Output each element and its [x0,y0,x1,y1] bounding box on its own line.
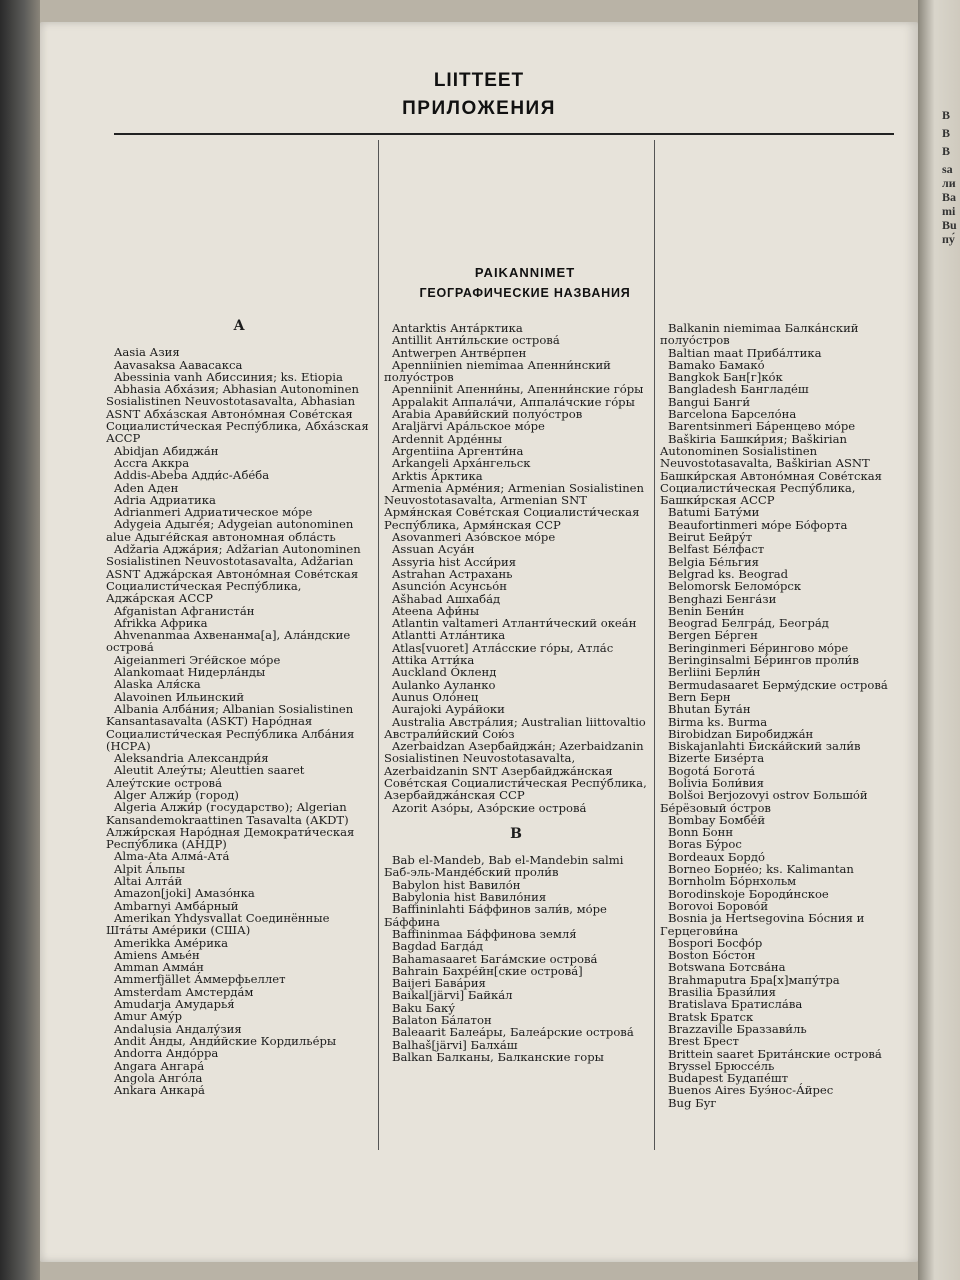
dictionary-entry: Algeria Алжи́р (государство); Algerian Kansandemokraattinen Tasavalta (AKDT) Алжи́рская Наро́дная Демократи́ческая Респу́блика (АНДР) [106,800,355,852]
dictionary-entry: Baku Баку́ [392,1000,456,1015]
dictionary-entry: Azerbaidzan Азербайджа́н; Azerbaidzanin Sosialistinen Neuvostotasavalta, Azerbaidzanin SNT Азербайджа́нская Сове́тская Социалисти́ческая Респу́блика, Азербайджа́нская ССР [384,739,647,803]
header-rule [114,133,894,135]
dictionary-entry: Amazon[joki] Амазо́нка [114,886,255,901]
dictionary-entry: Belgia Бе́льгия [668,554,759,569]
dictionary-entry: Bangkok Бан[г]ко́к [668,370,783,385]
dictionary-entry: Bahrain Бахре́йн[ские острова́] [392,963,583,978]
dictionary-entry: Birobidzan Биробиджа́н [668,726,814,741]
dictionary-entry: Adžaria Аджа́рия; Adžarian Autonominen Sosialistinen Neuvostotasavalta, Adžarian ASNT Аджа́рская Автоно́мная Сове́тская Социалисти́ческая Респу́блика, Аджа́рская АССР [106,542,361,606]
book-spine-edge [0,0,40,1280]
dictionary-entry: Bern Берн [668,689,731,704]
dictionary-entry: Belomorsk Беломо́рск [668,579,802,594]
dictionary-entry: Amman Амма́н [114,960,204,975]
dictionary-entry: Aden Аден [114,480,179,495]
dictionary-entry: Berliini Берли́н [668,665,761,680]
dictionary-entry: Amerikan Yhdysvallat Соединённые Шта́ты Аме́рики (США) [106,910,330,938]
dictionary-entry: Borovoi Борово́й [668,898,769,913]
dictionary-entry: Adrianmeri Адриатическое мо́ре [114,505,313,520]
column-two [384,322,648,1063]
next-page-fragment: Bu [942,218,957,232]
dictionary-entry: Bornholm Бо́рнхольм [668,874,797,889]
dictionary-entry: Ateena Афи́ны [392,603,480,618]
dictionary-entry: Bug Буг [668,1095,717,1110]
dictionary-entry: Aleksandria Александри́я [114,751,269,766]
dictionary-entry: Abidjan Абиджа́н [114,443,219,458]
dictionary-entry: Barcelona Барсело́на [668,407,797,422]
dictionary-entry: Belfast Бе́лфаст [668,542,765,557]
dictionary-entry: Bangladesh Бангладе́ш [668,382,809,397]
dictionary-entry: Abessinia vanh Абиссиния; ks. Etiopia [114,369,343,384]
dictionary-entry: Afganistan Афганиста́н [114,603,255,618]
dictionary-entry: Appalakit Аппала́чи, Аппала́чские го́ры [392,394,635,409]
next-page-fragment: Ba [942,190,957,204]
dictionary-entry: Beringinmeri Бе́рингово мо́ре [668,640,849,655]
dictionary-entry: Alger Алжи́р (город) [114,787,239,802]
next-page-fragment: B [942,126,951,140]
dictionary-entry: Asovanmeri Азо́вское мо́ре [392,530,556,545]
dictionary-entry: Beringinsalmi Бе́рингов проли́в [668,653,859,668]
dictionary-entry: Balhaš[järvi] Балха́ш [392,1037,518,1052]
dictionary-entry: Australia Австра́лия; Australian liittovaltio Австрали́йский Сою́з [384,714,646,741]
dictionary-entry: Atlantin valtameri Атланти́ческий океа́н [392,616,637,631]
dictionary-entry: Andorra Андо́рра [114,1046,219,1061]
next-page-fragment: mi [942,204,956,218]
dictionary-entry: Bhutan Бута́н [668,702,751,717]
dictionary-entry: Bolivia Боли́вия [668,775,764,790]
dictionary-entry: Baškiria Башки́рия; Baškirian Autonominen Sosialistinen Neuvostotasavalta, Baškirian ASNT Башки́рская Автоно́мная Сове́тская Социалисти́ческая Респу́блика, Башки́рская АССР [660,431,882,508]
dictionary-entry: Addis-Abeba Адди́с-Абе́ба [114,468,270,483]
dictionary-entry: Belgrad ks. Beograd [668,566,789,581]
dictionary-entry: Bahamasaaret Бага́мские острова́ [392,951,598,966]
dictionary-entry: Arabia Арави́йский полуо́стров [392,407,583,422]
dictionary-entry: Bratislava Братисла́ва [668,997,803,1012]
dictionary-entry: Amur Аму́р [114,1009,183,1024]
dictionary-entry: Benin Бени́н [668,603,745,618]
dictionary-entry: Barentsinmeri Ба́ренцево мо́ре [668,419,856,434]
dictionary-entry: Balkanin niemimaa Балка́нский полуо́стров [660,321,859,348]
dictionary-entry: Brest Брест [668,1034,739,1049]
dictionary-entry: Borneo Борне́о; ks. Kalimantan [668,862,854,877]
dictionary-entry: Babylon hist Вавило́н [392,877,521,892]
dictionary-entry: Alpit А́льпы [114,861,185,876]
dictionary-entry: Araljärvi Ара́льское мо́ре [392,419,545,434]
dictionary-entry: Antarktis Анта́рктика [392,321,523,335]
dictionary-entry: Buenos Aires Буэ́нос-А́йрес [668,1083,834,1098]
dictionary-entry: Balaton Ба́латон [392,1013,492,1028]
dictionary-entry: Alankomaat Нидерла́нды [114,665,266,680]
dictionary-entry: Apenniinit Апенни́ны, Апенни́нские го́ры [392,382,644,397]
dictionary-entry: Boston Бо́стон [668,948,756,963]
section-title-russian: ГЕОГРАФИЧЕСКИЕ НАЗВАНИЯ [419,286,631,300]
dictionary-entry: Biskajanlahti Биска́йский зали́в [668,739,861,754]
adjacent-page-edge [918,0,960,1280]
dictionary-entry: Altai Алта́й [114,874,183,889]
next-page-fragment: sa [942,162,953,176]
dictionary-entry: Atlas[vuoret] Атла́сские го́ры, Атла́с [392,640,614,655]
dictionary-entry: Abhasia Абха́зия; Abhasian Autonominen Sosialistinen Neuvostotasavalta, Abhasian ASNT Абха́зская Автоно́мная Сове́тская Социалисти́ческая Респу́блика, Абха́зская АССР [106,382,369,446]
dictionary-entry: Baikal[järvi] Байка́л [392,988,513,1003]
dictionary-entry: Brasilia Брази́лия [668,985,776,1000]
section-title-finnish: PAIKANNIMET [474,265,576,280]
dictionary-entry: Albania Алба́ния; Albanian Sosialistinen Kansantasavalta (ASKT) Наро́дная Социалисти́ческая Респу́блика Алба́ния (НСРА) [106,701,355,753]
dictionary-entry: Angara Ангара́ [114,1058,205,1073]
dictionary-entry: Aleutit Алеу́ты; Aleuttien saaret Алеу́тские острова́ [106,763,305,790]
dictionary-entry: Attika Атти́ка [392,653,475,668]
dictionary-entry: Bogotá Богота́ [668,763,756,778]
dictionary-entry: Armenia Арме́ния; Armenian Sosialistinen Neuvostotasavalta, Armenian SNT Армя́нская Сове́тская Социалисти́ческая Респу́блика, Армя́нская ССР [384,480,645,532]
dictionary-entry: Amsterdam Амстерда́м [114,984,254,999]
dictionary-entry: Afrikka Африка [114,615,208,630]
dictionary-entry: Aurajoki Аура́йоки [392,702,505,717]
dictionary-entry: Bab el-Mandeb, Bab el-Mandebin salmi Баб-эль-Манде́бский проли́в [384,853,624,880]
dictionary-entry: Beirut Бейру́т [668,530,753,545]
dictionary-entry: Baltian maat Приба́лтика [668,345,822,360]
dictionary-entry: Adria Адриатика [114,492,216,507]
dictionary-entry: Andit А́нды, Анди́йские Кордилье́ры [114,1033,337,1048]
dictionary-entry: Aunus Оло́нец [392,689,479,704]
dictionary-entry: Baffininmaa Ба́ффинова земля́ [392,926,577,941]
dictionary-entry: Amudarja Амударья́ [114,997,235,1012]
column-three [660,322,910,1109]
letter-heading-b: B [510,825,522,842]
dictionary-entry: Bordeaux Бордо́ [668,849,765,864]
dictionary-entry: Bergen Бе́рген [668,628,758,643]
dictionary-entry: Bolšoi Berjozovyi ostrov Большо́й Бе́рёзовый о́стров [660,788,868,815]
dictionary-entry: Ambarnyi Амба́рный [114,898,239,913]
dictionary-entry: Bonn Бонн [668,825,734,840]
dictionary-entry: Beaufortinmeri мо́ре Бо́форта [668,517,848,532]
dictionary-entry: Aigeianmeri Эге́йское мо́ре [114,652,281,667]
dictionary-entry: Arktis А́рктика [392,468,483,483]
dictionary-entry: Astrahan Астрахань [392,566,513,581]
dictionary-entry: Ardennit Арде́нны [392,431,503,446]
next-page-fragment: пу́ [942,232,955,246]
running-head-finnish: LIITTEET [433,70,525,91]
dictionary-entry: Andalusia Андалу́зия [114,1021,242,1036]
dictionary-entry: Bizerte Бизе́рта [668,751,765,766]
dictionary-entry: Arkangeli Арха́нгельск [392,456,531,471]
dictionary-entry: Asunción Асунсьо́н [392,579,507,594]
dictionary-entry: Angola Анго́ла [114,1070,203,1085]
dictionary-entry: Boras Бу́рос [668,837,742,852]
dictionary-entry: Benghazi Бенга́зи [668,591,777,606]
dictionary-entry: Bombay Бомбе́й [668,812,766,827]
dictionary-entry: Baijeri Бава́рия [392,976,486,991]
dictionary-entry: Antwerpen Антве́рпен [392,345,527,360]
dictionary-entry: Ankara Анкара́ [114,1083,205,1098]
dictionary-entry: Batumi Бату́ми [668,505,760,520]
dictionary-entry: Alaska Аля́ска [114,677,201,692]
next-page-fragment: B [942,144,951,158]
running-head-russian: ПРИЛОЖЕНИЯ [402,98,556,119]
dictionary-entry: Aavasaksa Аавасакса [114,357,243,372]
dictionary-entry: Adygeia Адыге́я; Adygeian autonominen alue Адыге́йская автономная обла́сть [106,517,354,544]
dictionary-entry: Argentiina Аргенти́на [392,443,524,458]
dictionary-entry: Bryssel Брюссе́ль [668,1058,775,1073]
column-one [106,314,372,1096]
dictionary-entry: Bamako Бамако́ [668,357,765,372]
dictionary-entry: Assyria hist Асси́рия [392,554,517,569]
dictionary-entry: Baffininlahti Ба́ффинов зали́в, мо́ре Ба́ффина [384,902,607,929]
dictionary-entry: Ašhabad Ашхаба́д [392,591,501,606]
dictionary-entry: Assuan Асуа́н [392,542,475,557]
dictionary-entry: Budapest Будапе́шт [668,1071,789,1086]
dictionary-entry: Accra Аккра [114,455,190,470]
dictionary-entry: Ammerfjället А́ммерфьеллет [114,972,286,987]
dictionary-entry: Aulanko Ауланко [392,677,496,692]
dictionary-entry: Balkan Балканы, Балканские горы [392,1049,604,1064]
dictionary-entry: Babylonia hist Вавило́ния [392,890,547,905]
dictionary-entry: Antillit Анти́льские острова́ [392,333,560,348]
dictionary-entry: Azorit Азо́ры, Азо́рские острова́ [392,800,587,815]
dictionary-entry: Beograd Белгра́д, Београ́д [668,616,829,631]
dictionary-entry: Amerikka Аме́рика [114,935,229,950]
dictionary-entry: Bermudasaaret Берму́дские острова́ [668,677,888,692]
dictionary-entry: Auckland О́кленд [392,665,497,680]
dictionary-entry: Apenniinien niemimaa Апенни́нский полуо́стров [384,357,611,385]
dictionary-entry: Baleaarit Балеа́ры, Балеа́рские острова́ [392,1025,634,1040]
dictionary-entry: Amiens Амье́н [114,947,200,962]
dictionary-entry: Bratsk Братск [668,1009,754,1024]
dictionary-entry: Birma ks. Burma [668,714,768,729]
dictionary-entry: Aasia Азия [114,345,180,360]
next-page-fragment: ли [942,176,956,190]
dictionary-entry: Bangui Банги́ [668,394,751,409]
dictionary-entry: Alma-Ata Алма́-Ата́ [114,849,230,864]
letter-heading-a: A [233,318,245,334]
dictionary-entry: Alavoinen Ильинский [114,689,245,704]
next-page-fragment: B [942,108,951,122]
dictionary-entry: Brahmaputra Бра[х]мапу́тра [668,972,840,987]
dictionary-entry: Atlantti Атла́нтика [392,628,506,643]
dictionary-entry: Brittein saaret Брита́нские острова́ [668,1046,882,1061]
dictionary-entry: Brazzaville Браззави́ль [668,1021,807,1036]
dictionary-entry: Bosnia ja Hertsegovina Бо́сния и Герцегови́на [660,911,865,938]
dictionary-entry: Ahvenanmaa Ахвенанма[а], Ала́ндские острова́ [106,628,351,655]
dictionary-entry: Bospori Босфо́р [668,935,763,950]
dictionary-entry: Botswana Ботсва́на [668,960,786,975]
dictionary-entry: Bagdad Багда́д [392,939,483,954]
dictionary-entry: Borodinskoje Бороди́нское [668,886,829,901]
